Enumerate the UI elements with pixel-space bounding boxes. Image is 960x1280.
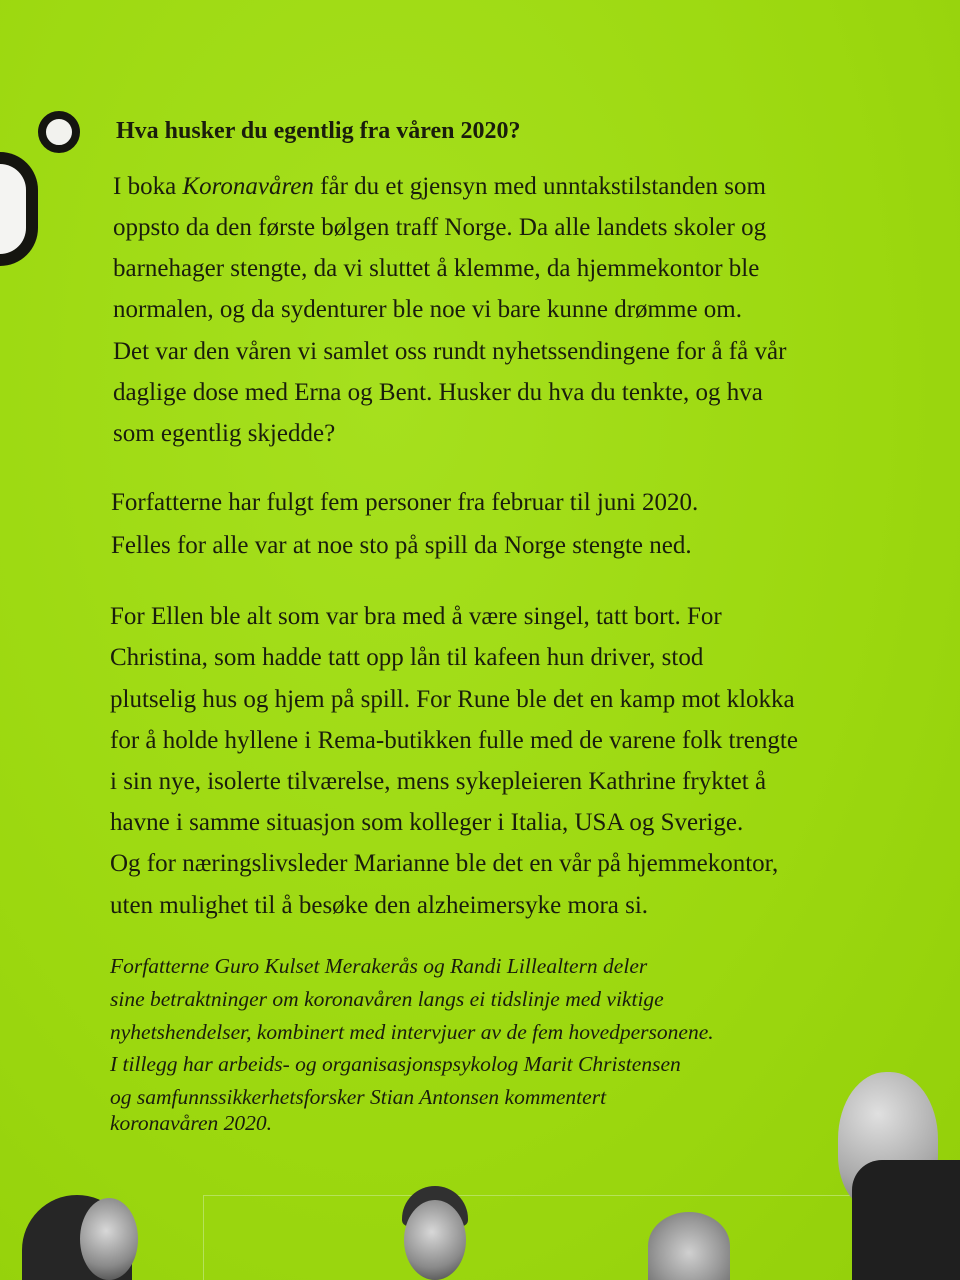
paragraph1-line: normalen, og da sydenturer ble noe vi bare kunne drømme om.: [113, 296, 742, 323]
paragraph3-line: Christina, som hadde tatt opp lån til kafeen hun driver, stod: [110, 644, 704, 671]
paragraph2-line: Felles for alle var at noe sto på spill da Norge stengte ned.: [111, 532, 692, 559]
text: får du et gjensyn med unntakstilstanden som: [313, 173, 766, 200]
paragraph1-line: som egentlig skjedde?: [113, 420, 336, 447]
authors-note-line: og samfunnssikkerhetsforsker Stian Antonsen kommentert: [110, 1085, 607, 1109]
paragraph1-line: [113, 172, 766, 202]
paragraph3-line: Og for næringslivsleder Marianne ble det en vår på hjemmekontor,: [110, 850, 779, 877]
book-title: Koronavåren: [182, 173, 314, 200]
paragraph3-line: for å holde hyllene i Rema-butikken fulle med de varene folk trengte: [110, 727, 798, 754]
authors-note-line: sine betraktninger om koronavåren langs ei tidslinje med viktige: [110, 987, 664, 1011]
paragraph1-line: oppsto da den første bølgen traff Norge. Da alle landets skoler og: [113, 214, 767, 241]
paragraph3-line: plutselig hus og hjem på spill. For Rune ble det en kamp mot klokka: [110, 686, 795, 713]
binder-hole-small: [38, 111, 80, 153]
authors-note-line: Forfatterne Guro Kulset Merakerås og Randi Lillealtern deler: [110, 954, 648, 978]
authors-note-line: nyhetshendelser, kombinert med intervjuer av de fem hovedpersonene.: [110, 1020, 714, 1044]
text: I boka: [113, 173, 183, 200]
authors-note-line: I tillegg har arbeids- og organisasjonspsykolog Marit Christensen: [110, 1052, 681, 1076]
paragraph3-line: i sin nye, isolerte tilværelse, mens sykepleieren Kathrine fryktet å: [110, 768, 767, 795]
heading: Hva husker du egentlig fra våren 2020?: [116, 118, 521, 144]
paragraph3-line: uten mulighet til å besøke den alzheimersyke mora si.: [110, 892, 649, 919]
paragraph2-line: Forfatterne har fulgt fem personer fra februar til juni 2020.: [111, 489, 699, 516]
paragraph3-line: havne i samme situasjon som kolleger i Italia, USA og Sverige.: [110, 809, 744, 836]
paragraph1-line: barnehager stengte, da vi sluttet å klemme, da hjemmekontor ble: [113, 255, 760, 282]
photo-panel-edge: [203, 1195, 874, 1280]
paragraph1-line: daglige dose med Erna og Bent. Husker du hva du tenkte, og hva: [113, 379, 763, 406]
paragraph3-line: For Ellen ble alt som var bra med å være singel, tatt bort. For: [110, 603, 722, 630]
authors-note-line: koronavåren 2020.: [110, 1111, 273, 1135]
paragraph1-line: Det var den våren vi samlet oss rundt nyhetssendingene for å få vår: [113, 338, 787, 365]
